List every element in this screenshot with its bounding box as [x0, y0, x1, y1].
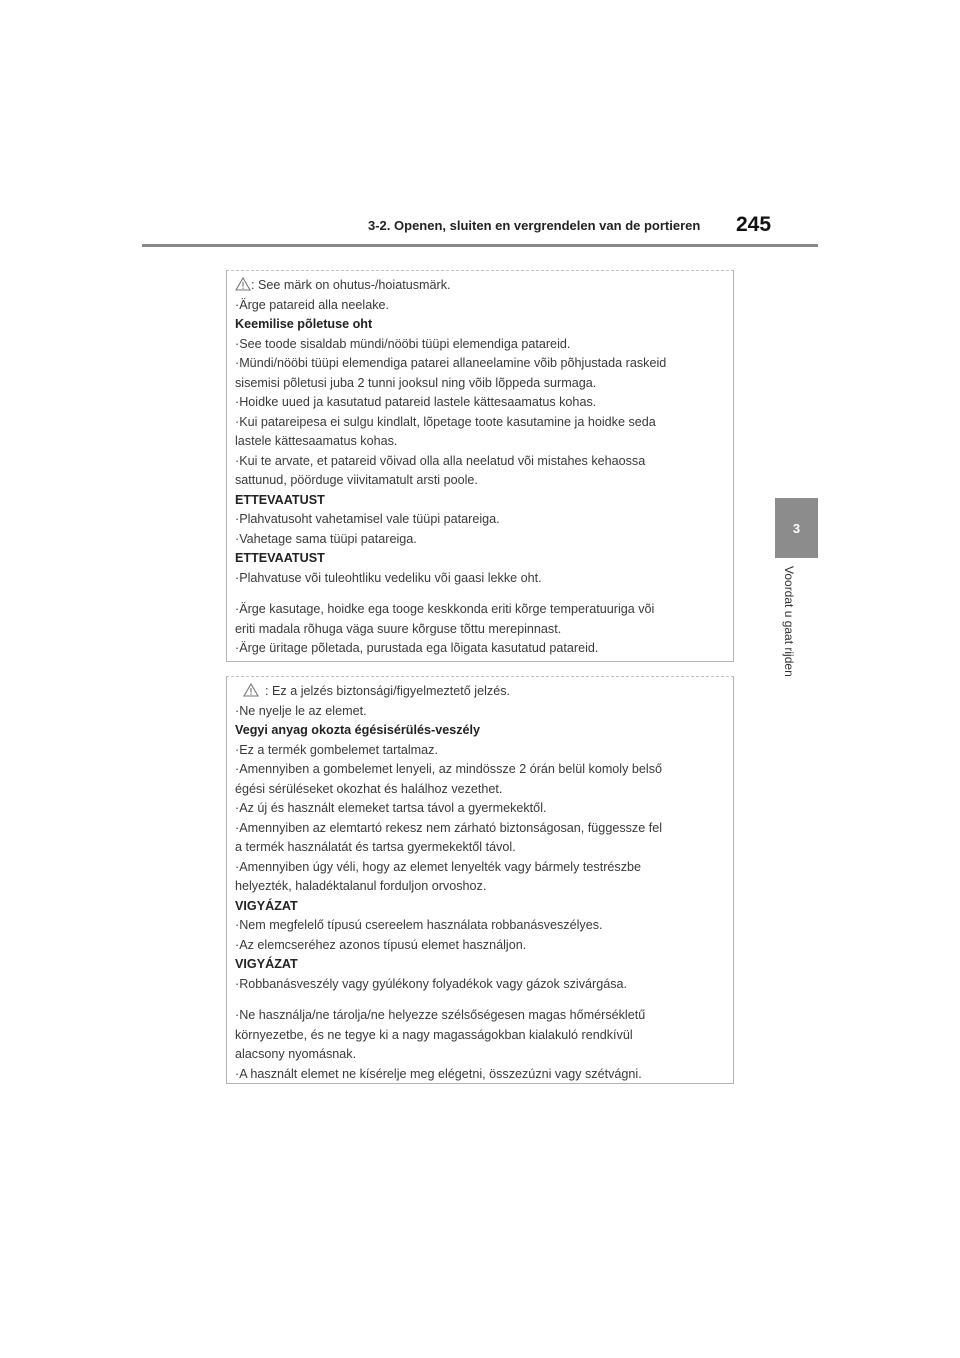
notice-line: ·Ärge üritage põletada, purustada ega lõigata kasutatud patareid. — [235, 641, 599, 655]
notice-line: környezetbe, és ne tegye ki a nagy magasságokban kialakuló rendkívül — [235, 1027, 633, 1042]
notice-intro-text: : Ez a jelzés biztonsági/figyelmeztető jelzés. — [265, 684, 510, 698]
spacer — [235, 588, 725, 600]
notice-line: ·Az elemcseréhez azonos típusú elemet használjon. — [235, 937, 527, 952]
notice-line: ·See toode sisaldab mündi/nööbi tüüpi elemendiga patareid. — [235, 336, 571, 351]
notice-intro — [235, 276, 725, 296]
notice-line: ·Plahvatuse või tuleohtliku vedeliku või gaasi lekke oht. — [235, 570, 542, 585]
notice-line: ·Ne használja/ne tárolja/ne helyezze szélsőségesen magas hőmérsékletű — [235, 1008, 646, 1022]
notice-heading: ETTEVAATUST — [235, 492, 325, 507]
notice-line: ·Kui patareipesa ei sulgu kindlalt, lõpetage toote kasutamine ja hoidke seda — [235, 414, 656, 429]
notice-intro — [235, 682, 725, 702]
page-number: 245 — [736, 213, 772, 236]
chapter-tab: 3 — [775, 498, 818, 558]
notice-line: ·Plahvatusoht vahetamisel vale tüüpi patareiga. — [235, 512, 500, 526]
notice-line: ·Ärge patareid alla neelake. — [235, 297, 390, 312]
notice-line: alacsony nyomásnak. — [235, 1047, 357, 1061]
notice-heading: VIGYÁZAT — [235, 957, 298, 971]
notice-line: ·Nem megfelelő típusú csereelem használata robbanásveszélyes. — [235, 918, 603, 932]
notice-line: lastele kättesaamatus kohas. — [235, 434, 398, 448]
notice-heading: Keemilise põletuse oht — [235, 317, 373, 331]
header-divider — [142, 244, 818, 247]
warning-triangle-icon — [243, 683, 259, 697]
notice-line: ·Amennyiben úgy véli, hogy az elemet lenyelték vagy bármely testrészbe — [235, 859, 642, 874]
warning-triangle-icon — [235, 277, 251, 291]
notice-heading: VIGYÁZAT — [235, 898, 298, 913]
notice-line: sattunud, pöörduge viivitamatult arsti poole. — [235, 473, 478, 487]
notice-line: ·Mündi/nööbi tüüpi elemendiga patarei allaneelamine võib põhjustada raskeid — [235, 356, 667, 370]
warning-box-hungarian — [226, 676, 734, 1084]
spacer — [235, 994, 725, 1006]
notice-line: ·Robbanásveszély vagy gyúlékony folyadékok vagy gázok szivárgása. — [235, 976, 628, 991]
warning-box-estonian — [226, 270, 734, 662]
notice-line: a termék használatát és tartsa gyermekektől távol. — [235, 840, 516, 854]
notice-heading: ETTEVAATUST — [235, 551, 325, 565]
notice-line: ·Kui te arvate, et patareid võivad olla alla neelatud või mistahes kehaossa — [235, 453, 646, 468]
notice-heading: Vegyi anyag okozta égésisérülés-veszély — [235, 723, 481, 737]
section-title: 3-2. Openen, sluiten en vergrendelen van de portieren — [368, 218, 701, 233]
notice-line: helyezték, haladéktalanul forduljon orvoshoz. — [235, 879, 487, 893]
notice-line: ·Az új és használt elemeket tartsa távol a gyermekektől. — [235, 801, 547, 815]
notice-line: ·Ärge kasutage, hoidke ega tooge keskkonda eriti kõrge temperatuuriga või — [235, 602, 655, 616]
notice-line: ·Amennyiben a gombelemet lenyeli, az mindössze 2 órán belül komoly belső — [235, 762, 663, 776]
notice-line: ·Hoidke uued ja kasutatud patareid lastele kättesaamatus kohas. — [235, 395, 597, 409]
chapter-label: Voordat u gaat rijden — [782, 566, 796, 677]
notice-line: ·Vahetage sama tüüpi patareiga. — [235, 531, 417, 546]
notice-line: ·Ez a termék gombelemet tartalmaz. — [235, 742, 438, 757]
notice-line: sisemisi põletusi juba 2 tunni jooksul ning võib lõppeda surmaga. — [235, 375, 597, 390]
notice-line: égési sérüléseket okozhat és halálhoz vezethet. — [235, 781, 503, 796]
notice-line: eriti madala rõhuga väga suure kõrguse tõttu merepinnast. — [235, 621, 562, 636]
notice-line: ·Amennyiben az elemtartó rekesz nem zárható biztonságosan, függessze fel — [235, 820, 663, 835]
notice-line: ·Ne nyelje le az elemet. — [235, 703, 367, 718]
notice-intro-text: : See märk on ohutus-/hoiatusmärk. — [251, 278, 451, 292]
notice-line: ·A használt elemet ne kísérelje meg elégetni, összezúzni vagy szétvágni. — [235, 1066, 642, 1081]
